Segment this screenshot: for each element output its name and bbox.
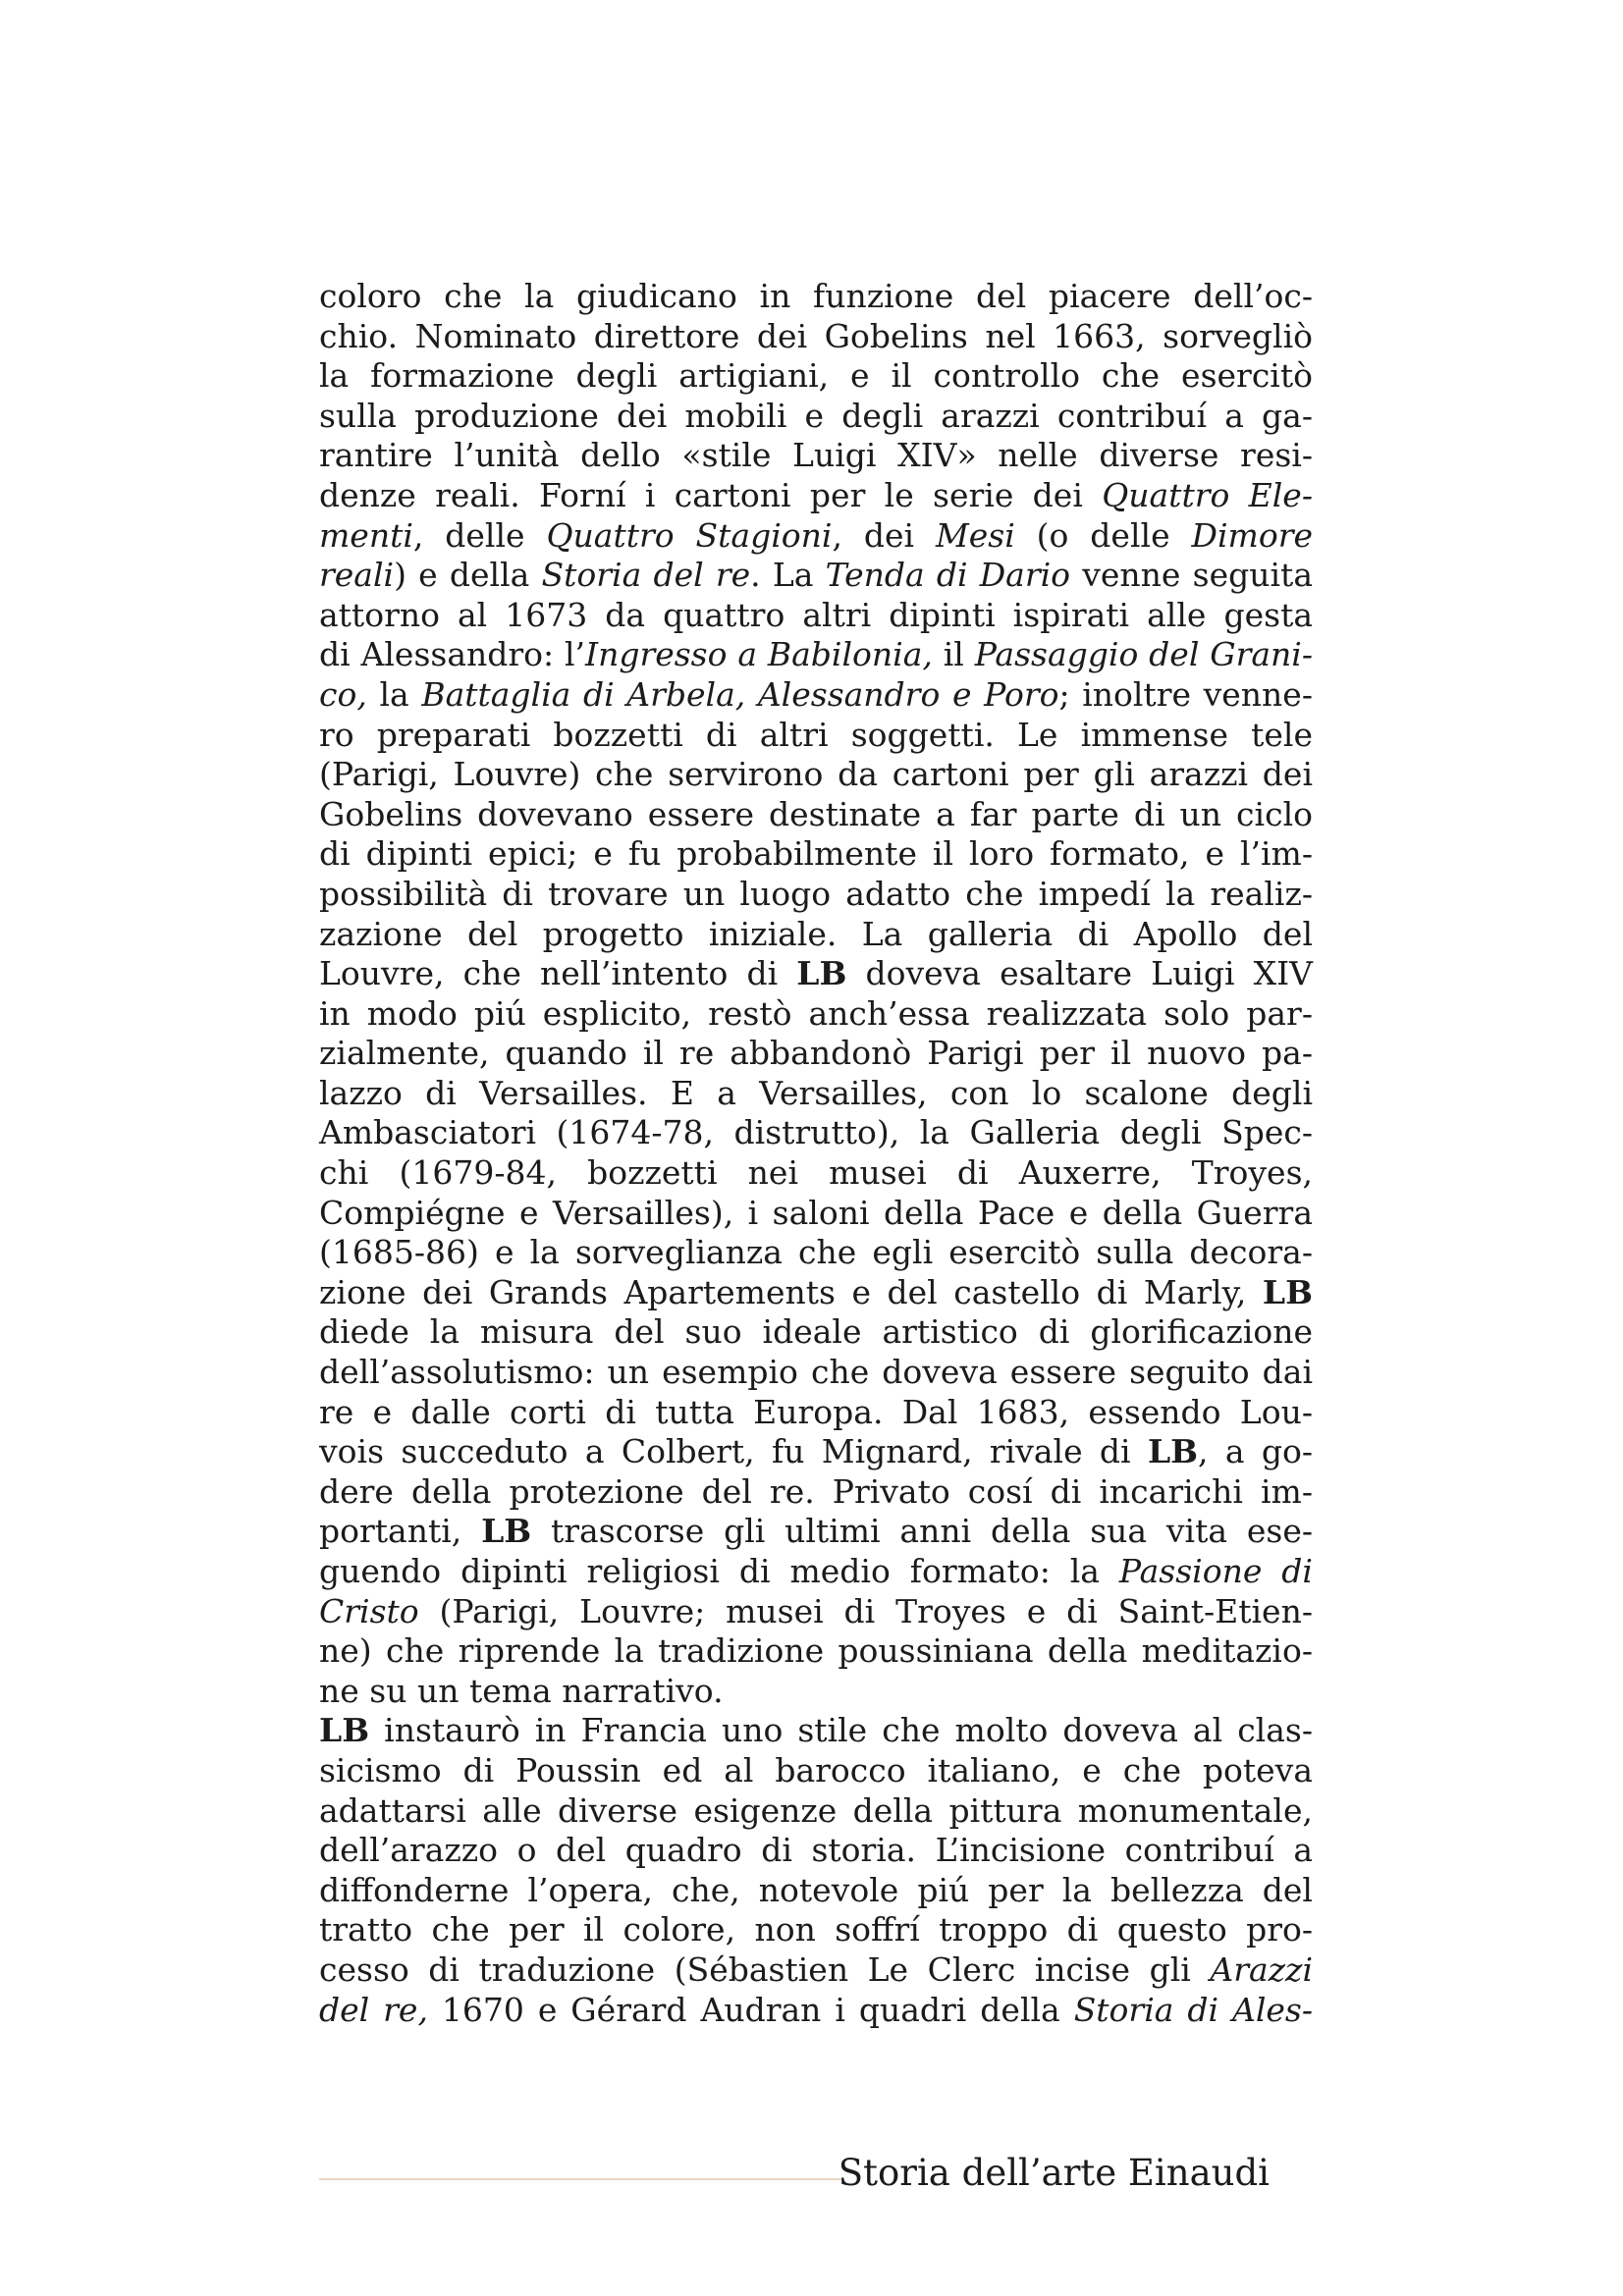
footer-divider [319,2178,844,2180]
text-line: sulla produzione dei mobili e degli arazzi contribuí a ga- [319,396,1313,435]
text-line: re e dalle corti di tutta Europa. Dal 1683, essendo Lou- [319,1392,1313,1431]
text-line: reali) e della Storia del re. La Tenda di Dario venne seguita [319,556,1313,595]
text-line: chi (1679-84, bozzetti nei musei di Auxerre, Troyes, [319,1153,1313,1193]
text-line: zione dei Grands Apartements e del castello di Marly, LB [319,1272,1313,1311]
text-line: Cristo (Parigi, Louvre; musei di Troyes e di Saint-Etien- [319,1591,1313,1630]
body-text [319,277,1313,2030]
text-line: attorno al 1673 da quattro altri dipinti ispirati alle gesta [319,595,1313,634]
text-line: (1685-86) e la sorveglianza che egli esercitò sulla decora- [319,1233,1313,1272]
text-line: di dipinti epici; e fu probabilmente il loro formato, e l’im- [319,834,1313,874]
text-line: chio. Nominato direttore dei Gobelins nel 1663, sorvegliò [319,316,1313,355]
text-line: Gobelins dovevano essere destinate a far parte di un ciclo [319,794,1313,833]
text-line: dell’assolutismo: un esempio che doveva essere seguito dai [319,1353,1313,1392]
text-line: Louvre, che nell’intento di LB doveva esaltare Luigi XIV [319,954,1313,993]
text-line: vois succeduto a Colbert, fu Mignard, rivale di LB, a go- [319,1432,1313,1471]
text-line: del re, 1670 e Gérard Audran i quadri della Storia di Ales- [319,1990,1313,2029]
text-line: lazzo di Versailles. E a Versailles, con lo scalone degli [319,1073,1313,1112]
text-line: diede la misura del suo ideale artistico di glorificazione [319,1312,1313,1352]
text-line: menti, delle Quattro Stagioni, dei Mesi (o delle Dimore [319,515,1313,555]
text-line: Ambasciatori (1674-78, distrutto), la Galleria degli Spec- [319,1113,1313,1152]
footer-title: Storia dell’arte Einaudi [838,2152,1270,2194]
text-line: cesso di traduzione (Sébastien Le Clerc incise gli Arazzi [319,1949,1313,1989]
text-line: Compiégne e Versailles), i saloni della Pace e della Guerra [319,1193,1313,1232]
text-line: (Parigi, Louvre) che servirono da cartoni per gli arazzi dei [319,755,1313,794]
text-line: tratto che per il colore, non soffrí troppo di questo pro- [319,1910,1313,1949]
text-line: co, la Battaglia di Arbela, Alessandro e Poro; inoltre venne- [319,674,1313,714]
text-line: ne su un tema narrativo. [319,1671,724,1710]
text-line: LB instaurò in Francia uno stile che molto doveva al clas- [319,1711,1313,1750]
text-line: coloro che la giudicano in funzione del piacere dell’oc- [319,277,1313,315]
text-line: denze reali. Forní i cartoni per le serie dei Quattro Ele- [319,475,1313,514]
text-line: ne) che riprende la tradizione poussiniana della meditazio- [319,1631,1313,1671]
text-line: ro preparati bozzetti di altri soggetti. Le immense tele [319,715,1313,754]
text-line: portanti, LB trascorse gli ultimi anni della sua vita ese- [319,1512,1313,1551]
text-line: diffonderne l’opera, che, notevole piú per la bellezza del [319,1870,1313,1909]
text-line: in modo piú esplicito, restò anch’essa realizzata solo par- [319,993,1313,1033]
text-line: dere della protezione del re. Privato cosí di incarichi im- [319,1471,1313,1511]
text-line: adattarsi alle diverse esigenze della pittura monumentale, [319,1790,1313,1830]
text-line: la formazione degli artigiani, e il controllo che esercitò [319,356,1313,396]
text-line: sicismo di Poussin ed al barocco italiano, e che poteva [319,1750,1313,1789]
text-line: zazione del progetto iniziale. La galleria di Apollo del [319,914,1313,953]
text-line: guendo dipinti religiosi di medio formato: la Passione di [319,1552,1313,1590]
text-line: dell’arazzo o del quadro di storia. L’incisione contribuí a [319,1831,1313,1870]
text-line: di Alessandro: l’Ingresso a Babilonia, il Passaggio del Grani- [319,635,1313,674]
text-line: possibilità di trovare un luogo adatto che impedí la realiz- [319,874,1313,913]
text-line: zialmente, quando il re abbandonò Parigi per il nuovo pa- [319,1034,1313,1073]
text-line: rantire l’unità dello «stile Luigi XIV» nelle diverse resi- [319,436,1313,475]
